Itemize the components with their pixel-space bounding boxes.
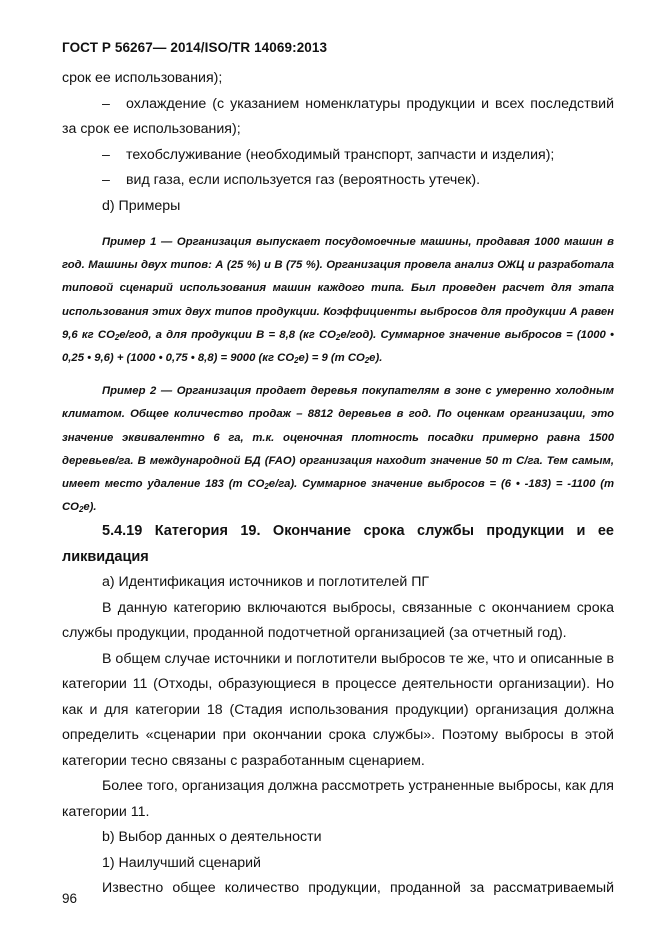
subscript: 2 [78,505,84,515]
document-header: ГОСТ Р 56267— 2014/ISO/TR 14069:2013 [62,40,328,55]
paragraph: 1) Наилучший сценарий [102,854,261,871]
list-item-text: техобслуживание (необходимый транспорт, запчасти и изделия); [126,146,555,163]
example-text: e/га). Суммарное значение выбросов = (6 • -183) = -1100 (т CO [62,478,615,514]
list-item-text: охлаждение (с указанием номенклатуры продукции и всех последствий за срок ее использования); [62,95,614,137]
example-text: e/год). Суммарное значение выбросов = (1000 • 0,25 • 9,6) + (1000 • 0,75 • 8,8) = 9000 (кг CO [62,328,614,365]
paragraph: В данную категорию включаются выбросы, связанные с окончанием срока службы продукции, проданной подотчетной организацией (за отчетный год). [62,599,614,642]
example-text: e) = 9 (т CO [298,352,365,365]
list-item-gas [62,168,614,194]
example-1 [62,231,614,370]
dash-marker: – [102,172,110,188]
example-text: e). [83,501,97,514]
page-number: 96 [62,891,78,906]
paragraph: b) Выбор данных о деятельности [102,829,322,846]
list-item-text: вид газа, если используется газ (вероятность утечек). [126,172,481,188]
subscript: 2 [114,332,120,342]
document-body [62,66,614,902]
paragraph: Более того, организация должна рассмотреть устраненные выбросы, как для категории 11. [62,778,614,820]
section-heading: 5.4.19 Категория 19. Окончание срока службы продукции и ее ликвидация [62,523,614,565]
example-text: e/год, а для продукции В = 8,8 (кг CO [119,328,336,341]
subscript: 2 [335,332,341,342]
example-text: e). [369,352,383,365]
paragraph: В общем случае источники и поглотители выбросов те же, что и описанные в категории 11 (Отходы, образующиеся в процессе деятельности организации). Но как и для категории 18 (Стадия использования продукции) организация должна определить «сценарии при окончании срока службы». Поэтому выбросы в этой категории тесно связаны с разработанным сценарием. [62,650,614,769]
continued-line: срок ее использования); [62,70,223,86]
list-item-cooling-text [62,92,614,143]
subscript: 2 [294,356,299,366]
paragraph: а) Идентификация источников и поглотителей ПГ [102,574,430,591]
examples-label: d) Примеры [102,197,181,214]
dash-marker: – [102,146,110,163]
example-2 [62,380,614,519]
subscript: 2 [264,482,269,492]
list-item-maintenance [62,143,614,169]
example-text: Пример 1 — Организация выпускает посудомоечные машины, продавая 1000 машин в год. Машины двух типов: А (25 %) и В (75 %). Организация провела анализ ОЖЦ и разработала типовой сценарий использования машин каждого типа. Был проведен расчет для этапа использования этих двух типов продукции. Коэффициенты выбросов для продукции А равен 9,6 кг CO [62,236,614,341]
paragraph: Известно общее количество продукции, проданной за рассматриваемый [102,880,614,897]
subscript: 2 [364,356,370,366]
example-text: Пример 2 — Организация продает деревья покупателям в зоне с умеренно холодным климатом. Общее количество продаж – 8812 деревьев в год. По оценкам организации, это значение эквивалентно 6 га, т.к. оценочная плотность посадки примерно равна 1500 деревьев/га. В международной БД (FAO) организация находит значение 50 т С/га. Тем самым, имеет место удаление 183 (т CO [62,385,614,491]
dash-marker: – [102,95,110,112]
